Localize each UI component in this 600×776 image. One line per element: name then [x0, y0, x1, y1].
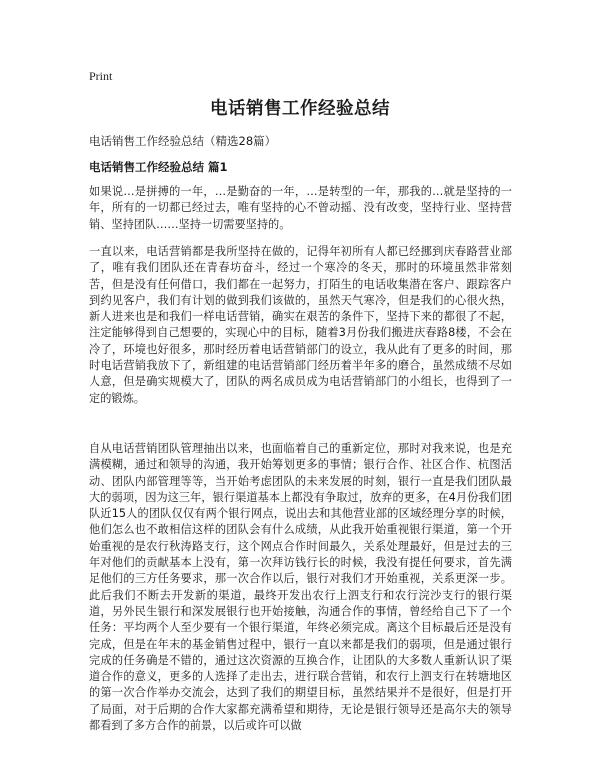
- print-link[interactable]: Print: [89, 69, 113, 83]
- body-paragraph: 自从电话营销团队管理抽出以来，也面临着自己的重新定位，那时对我来说，也是充满模糊，通过和领导的沟通，我开始筹划更多的事情；银行合作、社区合作、杭图活动、团队内部管理等等，当开始考虑团队的未来发展的时刻，银行一直是我们团队最大的弱项，因为这三年，银行渠道基本上都没有争取过，放弃的更多，在4月份我们团队近15人的团队仅仅有两个银行网点，说出去和其他营业部的区域经理分享的时候，他们怎么也不敢相信这样的团队会有什么成绩，从此我开始重视银行渠道，第一个开始重视的是农行秋涛路支行，这个网点合作时间最久，关系处理最好，但是过去的三年对他们的贡献基本上没有，第一次拜访钱行长的时候，我没有提任何要求，首先满足他们的三方任务要求，那一次合作以后，银行对我们才开始重视，关系更深一步。此后我们不断去开发新的渠道，最终开发出农行上泗支行和农行浣沙支行的银行渠道，另外民生银行和深发展银行也开始接触，沟通合作的事情，曾经给自己下了一个任务：平均两个人至少要有一个银行渠道，年终必须完成。离这个目标最后还是没有完成，但是在年末的基金销售过程中，银行一直以来都是我们的弱项，但是通过银行完成的任务确是不错的，通过这次资源的互换合作，让团队的大多数人重新认识了渠道合作的意义，更多的人选择了走出去，进行联合营销，和农行上泗支行在转塘地区的第一次合作举办交流会，达到了我们的期望目标，虽然结果并不是很好，但是打开了局面，对于后期的合作大家都充满希望和期待，无论是银行领导还是高尔夫的领导都看到了多方合作的前景，以后或许可以做: [89, 442, 512, 733]
- document-title: 电话销售工作经验总结: [210, 99, 390, 119]
- body-paragraph: 一直以来，电话营销都是我所坚持在做的，记得年初所有人都已经挪到庆春路营业部了，唯有我们团队还在青春坊奋斗，经过一个寒冷的冬天，那时的环境虽然非常刻苦，但是没有任何借口，我们都在一起努力，打陌生的电话收集潜在客户、跟踪客户到约见客户，我们有计划的做到我们该做的，虽然天气寒冷，但是我们的心很火热，新人进来也是和我们一样电话营销，确实在艰苦的条件下，坚持下来的都很了不起，注定能够得到自己想要的，实现心中的目标，随着3月份我们搬进庆春路8楼，不会在冷了，环境也好很多，那时经历着电话营销部门的设立，我从此有了更多的时间，那时电话营销我放下了，新组建的电话营销部门经历着半年多的磨合，虽然成绩不尽如人意，但是确实规模大了，团队的两名成员成为电话营销部门的小组长，也得到了一定的锻炼。: [89, 245, 512, 405]
- document-subtitle: 电话销售工作经验总结（精选28篇）: [89, 134, 277, 148]
- section-heading: 电话销售工作经验总结 篇1: [89, 160, 228, 174]
- body-paragraph: 如果说…是拼搏的一年，…是勤奋的一年，…是转型的一年，那我的…就是坚持的一年，所有的一切都已经过去，唯有坚持的心不曾动摇、没有改变，坚持行业、坚持营销、坚持团队……坚持一切需要坚持的。: [89, 185, 512, 231]
